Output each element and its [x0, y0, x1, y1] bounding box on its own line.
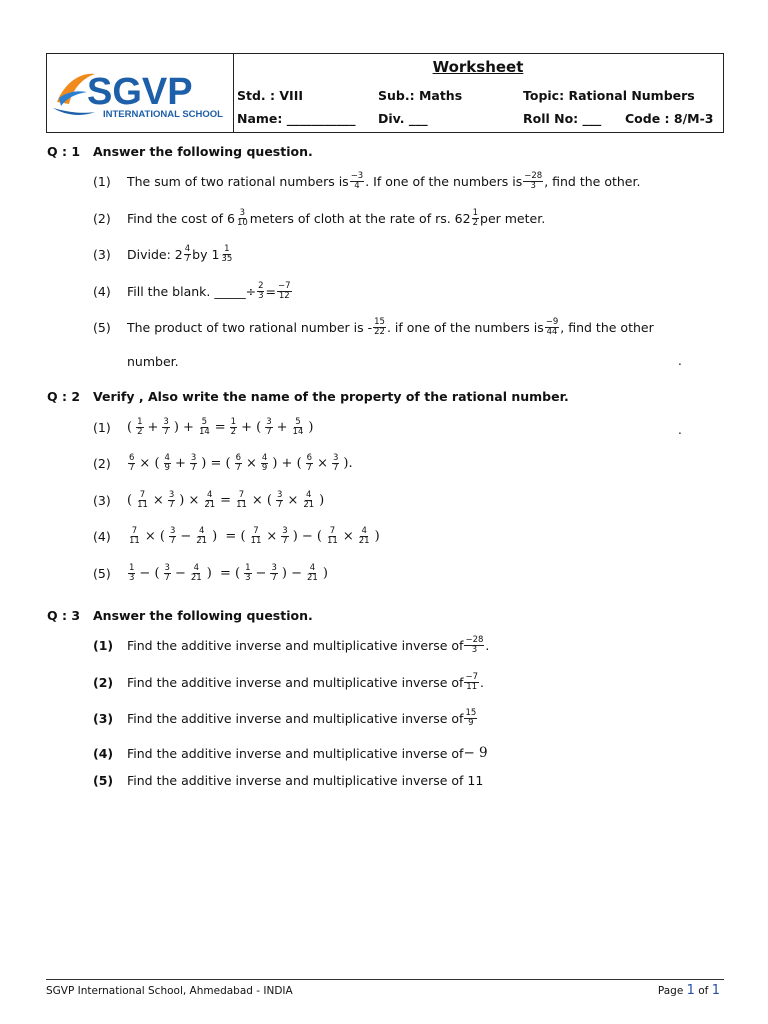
footer-rule [46, 979, 724, 980]
question-text: Find the cost of 6 [127, 210, 235, 226]
logo-subtitle: INTERNATIONAL SCHOOL [103, 109, 223, 120]
numerator: −9 [545, 317, 559, 327]
worksheet-title: Worksheet [432, 58, 524, 76]
item-number: (2) [93, 210, 111, 226]
q1-item [93, 172, 640, 191]
equation: $\frac{1}{3}$ − ( $\frac{3}{7}$ − $\frac{4}{21}$ ) = ( $\frac{1}{3}$ − $\frac{3}{7}$ ) − $\frac{4}{21}$ ) [129, 563, 328, 583]
q2-title: Verify , Also write the name of the property of the rational number. [93, 389, 569, 404]
numerator: −28 [465, 635, 484, 645]
question-text: , find the other [560, 319, 654, 335]
q3-item [93, 636, 489, 655]
q1-label: Q : 1 [47, 144, 81, 159]
page-total: 1 [711, 983, 720, 998]
header-box [46, 53, 724, 133]
denominator: 3 [530, 180, 536, 191]
question-text: The product of two rational number is - [127, 319, 373, 335]
item-number: (4) [93, 528, 111, 544]
question-text: by 1 [192, 246, 220, 262]
question-text: per meter. [480, 210, 546, 226]
sgvp-logo [51, 62, 229, 126]
fraction [220, 245, 233, 264]
equation: $\frac{6}{7}$ × ( $\frac{4}{9}$ + $\frac{3}{7}$ ) = ( $\frac{6}{7}$ × $\frac{4}{9}$ ) + ( $\frac{6}{7}$ × $\frac{3}{7}$ ). [129, 453, 353, 473]
code-field: Code : 8/M-3 [625, 111, 714, 126]
numerator: 1 [472, 208, 479, 218]
numerator: −3 [350, 171, 364, 181]
item-number: (5) [93, 319, 111, 335]
fraction [350, 172, 365, 191]
numerator: 1 [224, 244, 230, 254]
fraction [184, 245, 191, 264]
numerator: 4 [184, 244, 191, 254]
name-field: Name: ___________ [237, 111, 356, 126]
value: − 9 [463, 745, 488, 761]
question-text: Find the additive inverse and multiplicative inverse of [127, 745, 464, 761]
q1-item [93, 245, 234, 264]
q2-label: Q : 2 [47, 389, 81, 404]
q3-item [93, 745, 488, 761]
fraction [472, 209, 479, 228]
question-text: Find the additive inverse and multiplicative inverse of [127, 710, 464, 726]
q1-item5-continuation: number. [127, 354, 179, 369]
q3-heading [47, 608, 313, 623]
fraction [257, 282, 264, 301]
question-text: Divide: 2 [127, 246, 183, 262]
q2-item-2 [93, 454, 353, 473]
roll-field: Roll No: ___ [523, 111, 602, 126]
fraction [523, 172, 543, 191]
question-text: , find the other. [544, 173, 641, 189]
footer-school: SGVP International School, Ahmedabad - INDIA [46, 985, 293, 997]
q3-item [93, 673, 484, 692]
logo-cell [47, 54, 234, 132]
item-number: (4) [93, 283, 111, 299]
fraction [464, 673, 479, 692]
item-number: (1) [93, 419, 111, 435]
question-text: Find the additive inverse and multiplicative inverse of 11 [127, 773, 484, 788]
q3-label: Q : 3 [47, 608, 81, 623]
numerator: −7 [465, 672, 478, 682]
stray-dot: . [678, 354, 682, 368]
question-text: . [485, 637, 490, 653]
question-text: Fill the blank. _____÷ [127, 283, 257, 299]
fraction [464, 709, 477, 728]
item-number: (1) [93, 637, 114, 653]
fraction [464, 636, 484, 655]
page-word: Page [657, 985, 687, 997]
subject-field: Sub.: Maths [378, 88, 463, 103]
logo-name: SGVP [87, 71, 193, 113]
denominator: 9 [468, 717, 474, 728]
denominator: 7 [184, 253, 191, 264]
of-word: of [694, 985, 712, 997]
q3-item [93, 709, 478, 728]
question-text: . If one of the numbers is [365, 173, 523, 189]
fraction [373, 318, 386, 337]
equation: ( $\frac{7}{11}$ × $\frac{3}{7}$ ) × $\frac{4}{21}$ = $\frac{7}{11}$ × ( $\frac{3}{7}$ × $\frac{4}{21}$ ) [127, 490, 325, 510]
item-number: (3) [93, 492, 111, 508]
question-text: Find the additive inverse and multiplicative inverse of [127, 637, 464, 653]
numerator: 15 [465, 708, 477, 718]
stray-dot: . [678, 423, 682, 437]
denominator: 44 [546, 326, 558, 337]
fraction [277, 282, 292, 301]
item-number: (5) [93, 565, 111, 581]
item-number: (2) [93, 674, 114, 690]
question-text: The sum of two rational numbers is [127, 173, 349, 189]
question-text: = [265, 283, 276, 299]
denominator: 11 [466, 681, 478, 692]
item-number: (3) [93, 246, 111, 262]
denominator: 10 [236, 217, 248, 228]
equation: ( $\frac{1}{2}$ + $\frac{3}{7}$ ) + $\frac{5}{14}$ = $\frac{1}{2}$ + ( $\frac{3}{7}$ + $\frac{5}{14}$ ) [127, 417, 314, 437]
std-field: Std. : VIII [237, 88, 304, 103]
div-field: Div. ___ [378, 111, 428, 126]
q2-item-4 [93, 527, 380, 546]
denominator: 2 [472, 217, 479, 228]
page-number: 1 [686, 983, 695, 998]
q1-title: Answer the following question. [93, 144, 313, 159]
item-number: (1) [93, 173, 111, 189]
denominator: 22 [374, 326, 385, 337]
item-number: (5) [93, 773, 114, 788]
fraction [236, 209, 249, 228]
q2-item-5 [93, 564, 328, 583]
q2-item-3 [93, 491, 324, 510]
denominator: 4 [354, 180, 360, 191]
q1-item [93, 282, 293, 301]
question-text: Find the additive inverse and multiplicative inverse of [127, 674, 464, 690]
q3-item [93, 773, 483, 788]
q2-heading [47, 389, 569, 404]
q3-title: Answer the following question. [93, 608, 313, 623]
q1-heading [47, 144, 313, 159]
q1-item [93, 209, 545, 228]
numerator: 2 [258, 281, 264, 291]
fraction [545, 318, 560, 337]
item-number: (3) [93, 710, 114, 726]
topic-field: Topic: Rational Numbers [523, 88, 695, 103]
equation: $\frac{7}{11}$ × ( $\frac{3}{7}$ − $\frac{4}{21}$ ) = ( $\frac{7}{11}$ × $\frac{3}{7}$ ) − ( $\frac{7}{11}$ × $\frac{4}{21}$ ) [129, 526, 380, 546]
denominator: 3 [258, 290, 264, 301]
question-text: . if one of the numbers is [386, 319, 544, 335]
item-number: (2) [93, 455, 111, 471]
denominator: 35 [221, 253, 233, 264]
question-text: . [479, 674, 484, 690]
question-text: meters of cloth at the rate of rs. 62 [249, 210, 471, 226]
q2-item-1 [93, 418, 313, 437]
numerator: 15 [374, 317, 385, 327]
footer-page [658, 983, 720, 998]
denominator: 3 [471, 644, 478, 655]
item-number: (4) [93, 745, 114, 761]
numerator: 3 [239, 208, 246, 218]
numerator: −28 [524, 171, 543, 181]
denominator: 12 [278, 290, 290, 301]
numerator: −7 [277, 281, 291, 291]
q1-item [93, 318, 654, 337]
